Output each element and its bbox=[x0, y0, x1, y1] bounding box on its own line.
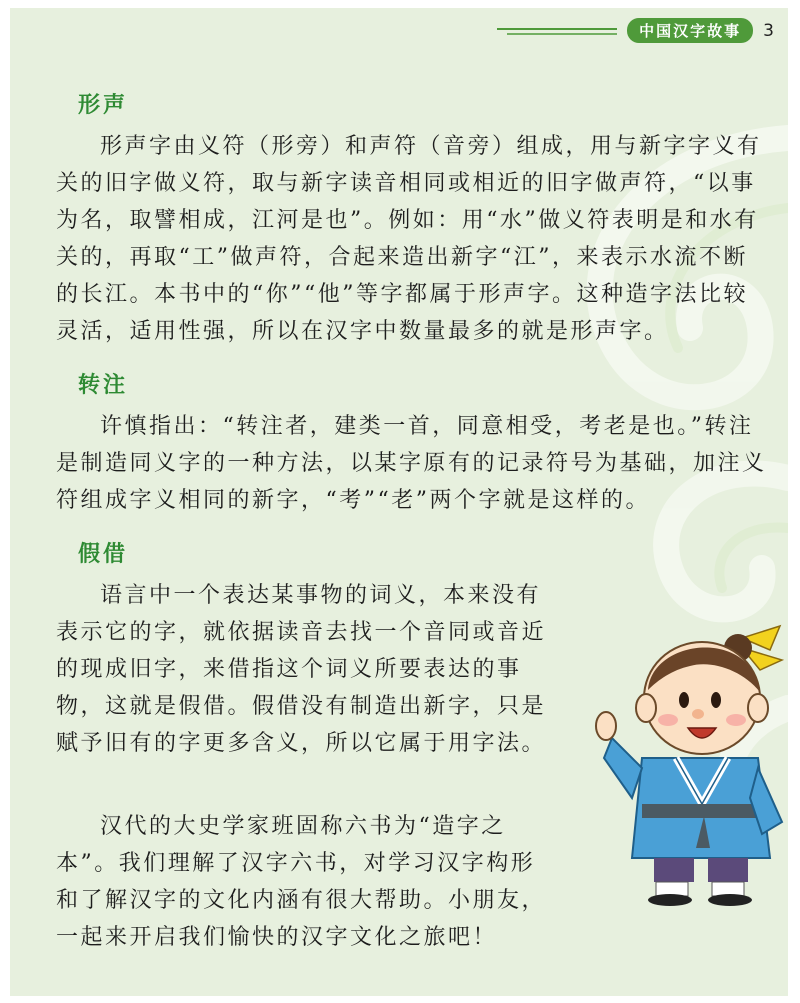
section-zhuanzhu bbox=[56, 370, 771, 519]
section-title: 转注 bbox=[78, 373, 129, 398]
series-title-badge: 中国汉字故事 bbox=[627, 18, 753, 43]
section-xingsheng bbox=[56, 90, 771, 350]
page-number: 3 bbox=[763, 20, 774, 41]
section-title: 形声 bbox=[78, 93, 129, 118]
closing-paragraph: 汉代的大史学家班固称六书为“造字之本”。我们理解了汉字六书，对学习汉字构形和了解汉字的文化内涵有很大帮助。小朋友，一起来开启我们愉快的汉字文化之旅吧！ bbox=[56, 814, 547, 950]
book-page bbox=[10, 8, 788, 996]
page-header bbox=[497, 18, 774, 43]
cartoon-boy-waving-icon bbox=[592, 608, 788, 908]
section-paragraph: 语言中一个表达某事物的词义，本来没有表示它的字，就依据读音去找一个音同或音近的现成旧字，来借指这个词义所要表达的事物，这就是假借。假借没有制造出新字，只是赋予旧有的字更多含义，所以它属于用字法。 bbox=[56, 583, 547, 756]
section-title: 假借 bbox=[78, 542, 129, 567]
section-paragraph: 形声字由义符（形旁）和声符（音旁）组成，用与新字字义有关的旧字做义符，取与新字读音相同或相近的旧字做声符，“以事为名，取譬相成，江河是也”。例如：用“水”做义符表明是和水有关的，再取“工”做声符，合起来造出新字“江”，来表示水流不断的长江。本书中的“你”“他”等字都属于形声字。这种造字法比较灵活，适用性强，所以在汉字中数量最多的就是形声字。 bbox=[56, 134, 762, 344]
header-line-decoration bbox=[497, 21, 617, 41]
section-paragraph: 许慎指出：“转注者，建类一首，同意相受，考老是也。”转注是制造同义字的一种方法，以某字原有的记录符号为基础，加注义符组成字义相同的新字，“考”“老”两个字就是这样的。 bbox=[56, 414, 767, 513]
